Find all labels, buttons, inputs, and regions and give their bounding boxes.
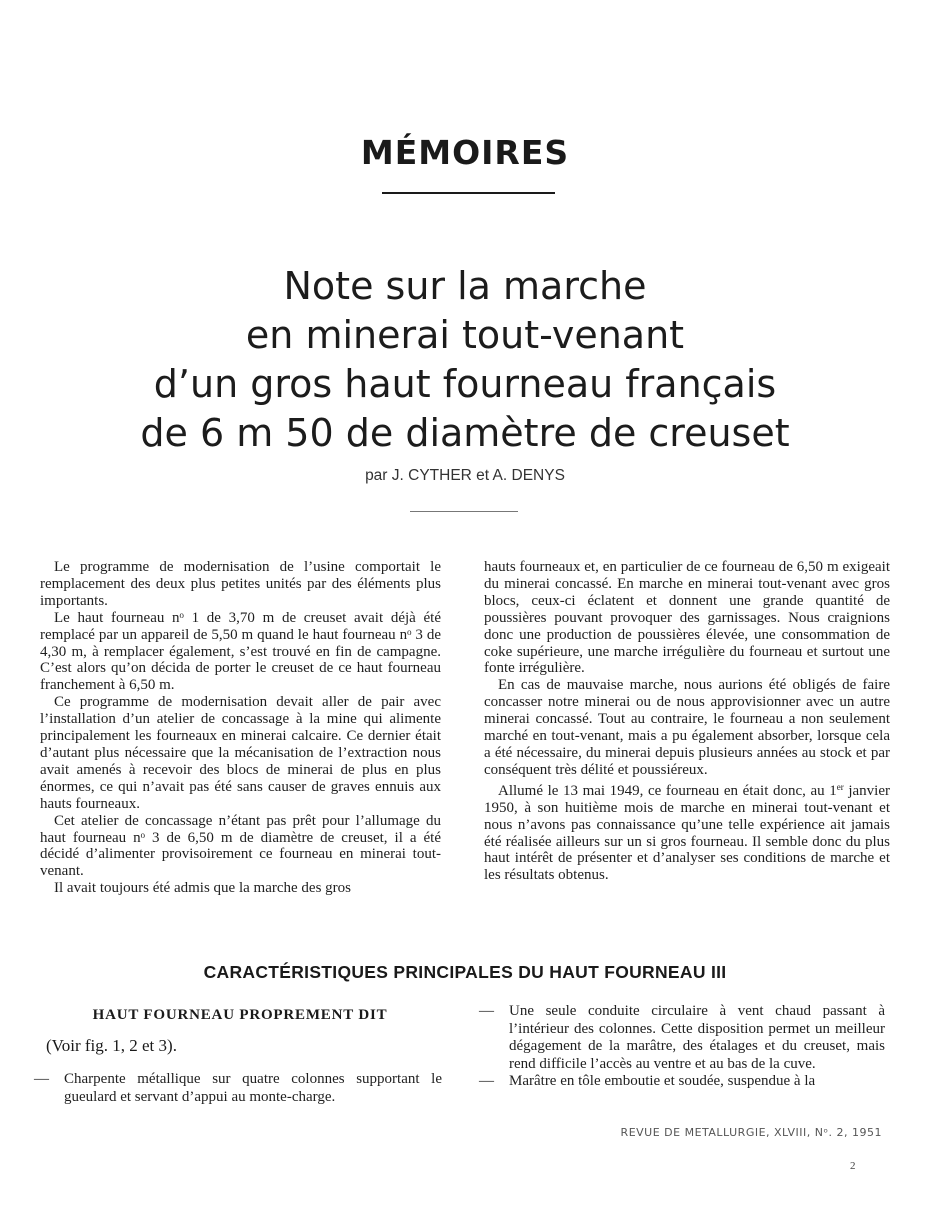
paragraph: En cas de mauvaise marche, nous aurions été obligés de faire concasser notre minerai ou de nous approvisionner avec un autre minerai concassé. Tout au contraire, le fourneau a non seulement marché en tout-venant, mais a pu également absorber, lorsque cela a été nécessaire, du minerai depuis plusieurs années au stock et par conséquent très délité et poussiéreux. [484, 677, 890, 778]
left-list [34, 1071, 442, 1106]
list-item [34, 1071, 442, 1106]
paragraph: Le programme de modernisation de l’usine comportait le remplacement des deux plus petites unités par des éléments plus importants. [40, 559, 441, 609]
paragraph-text: janvier 1950, à son huitième mois de marche en minerai tout-venant et nous n’avons pas connaissance qu’une telle expérience ait jamais été réalisée ailleurs sur un si gros fourneau. Il semble donc du plus haut intérêt de présenter et d’analyser ses conditions de marche et les résultats obtenus. [484, 782, 890, 884]
right-list [479, 1003, 885, 1091]
list-dash: — [479, 1003, 494, 1019]
article-title [0, 262, 930, 458]
page-number: 2 [850, 1160, 856, 1172]
list-item-text: Charpente métallique sur quatre colonnes supportant le gueulard et servant d’appui au monte-charge. [64, 1071, 442, 1105]
byline-authors: J. CYTHER et A. DENYS [391, 467, 565, 484]
paragraph: Le haut fourneau nᵒ 1 de 3,70 m de creuset avait déjà été remplacé par un appareil de 5,50 m quand le haut fourneau nᵒ 3 de 4,30 m, à remplacer également, s’est trouvé en fin de campagne. C’est alors qu’on décida de porter le creuset de ce haut fourneau franchement à 6,50 m. [40, 609, 441, 694]
title-line-2: en minerai tout-venant [245, 313, 685, 357]
section-heading: MÉMOIRES [360, 133, 570, 172]
left-column [40, 559, 441, 897]
heading-rule [382, 192, 555, 194]
figure-reference: (Voir fig. 1, 2 et 3). [46, 1036, 177, 1055]
paragraph: Ce programme de modernisation devait aller de pair avec l’installation d’un atelier de concassage à la mine qui alimente principalement les fourneaux en minerai calcaire. Ce dernier était d’autant plus nécessaire que la mécanisation de l’extraction nous avait amenés à recevoir des blocs de minerai de plus en plus énormes, ce qui n’avait pas été sans causer de graves ennuis aux hauts fourneaux. [40, 694, 441, 812]
paragraph-continuation: hauts fourneaux et, en particulier de ce fourneau de 6,50 m exigeait du minerai concassé. En marche en minerai tout-venant avec gros blocs, ceux-ci éclatent et donnent une grande quantité de poussières pouvant provoquer des garnissages. Nous craignions donc une production de poussières élevée, une consommation de coke supérieure, une marche irrégulière du fourneau et surtout une fonte irrégulière. [484, 559, 890, 677]
byline [0, 467, 930, 485]
byline-rule [410, 511, 518, 512]
title-line-3: d’un gros haut fourneau français [153, 362, 777, 406]
subsection-heading: HAUT FOURNEAU PROPREMENT DIT [92, 1007, 388, 1023]
list-item-text: Une seule conduite circulaire à vent chaud passant à l’intérieur des colonnes. Cette disposition permet un meilleur dégagement de la marâtre, des étalages et du creuset, mais rend difficile l’accès au ventre et au bas de la cuve. [509, 1003, 885, 1072]
title-line-1: Note sur la marche [283, 264, 647, 308]
paragraph [484, 779, 890, 884]
paragraph-text: Allumé le 13 mai 1949, ce fourneau en était donc, au 1 [498, 782, 837, 799]
list-item [479, 1003, 885, 1073]
list-dash: — [34, 1071, 49, 1087]
characteristics-heading: CARACTÉRISTIQUES PRINCIPALES DU HAUT FOURNEAU III [203, 962, 727, 982]
paragraph: Cet atelier de concassage n’étant pas prêt pour l’allumage du haut fourneau nᵒ 3 de 6,50 m de diamètre de creuset, il a été décidé d’alimenter provisoirement ce fourneau en minerai tout-venant. [40, 812, 441, 880]
list-item-text: Marâtre en tôle emboutie et soudée, suspendue à la [509, 1073, 816, 1089]
list-item [479, 1073, 885, 1091]
right-column [484, 559, 890, 884]
paragraph: Il avait toujours été admis que la marche des gros [54, 880, 351, 897]
byline-prefix: par [365, 467, 388, 484]
title-line-4: de 6 m 50 de diamètre de creuset [140, 411, 790, 455]
superscript: er [836, 781, 844, 792]
journal-footer: REVUE DE METALLURGIE, XLVIII, Nᵒ. 2, 1951 [620, 1126, 882, 1139]
list-dash: — [479, 1073, 494, 1089]
